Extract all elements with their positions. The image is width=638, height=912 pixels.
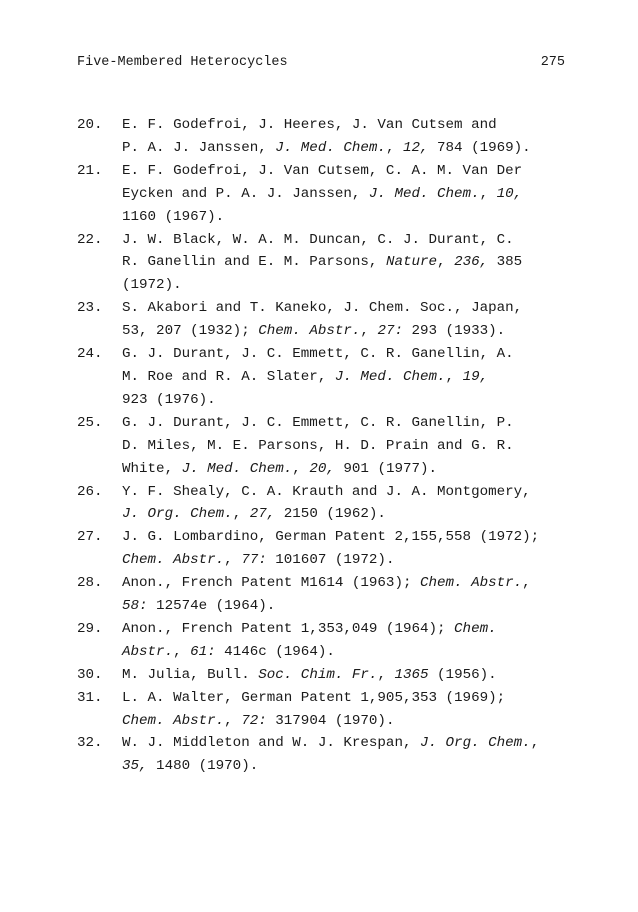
reference-entry <box>77 732 587 778</box>
page-number: 275 <box>540 55 565 70</box>
reference-line: Chem. Abstr., 77: 101607 (1972). <box>122 552 395 569</box>
reference-number: 23. <box>77 300 103 317</box>
reference-line: W. J. Middleton and W. J. Krespan, J. Org. Chem., <box>122 735 540 752</box>
reference-line: 58: 12574e (1964). <box>122 598 276 615</box>
reference-entry <box>77 343 587 412</box>
reference-entry <box>77 687 587 733</box>
reference-line: R. Ganellin and E. M. Parsons, Nature, 236, 385 <box>122 254 523 271</box>
reference-line: Chem. Abstr., 72: 317904 (1970). <box>122 712 395 729</box>
reference-number: 21. <box>77 162 103 179</box>
reference-line: J. G. Lombardino, German Patent 2,155,558 (1972); <box>122 529 540 546</box>
reference-line: S. Akabori and T. Kaneko, J. Chem. Soc., Japan, <box>122 300 523 317</box>
reference-number: 32. <box>77 735 103 752</box>
reference-number: 27. <box>77 529 103 546</box>
reference-line: L. A. Walter, German Patent 1,905,353 (1969); <box>122 689 506 706</box>
reference-line: D. Miles, M. E. Parsons, H. D. Prain and G. R. <box>122 437 514 454</box>
reference-line: M. Roe and R. A. Slater, J. Med. Chem., 19, <box>122 368 489 385</box>
reference-line: J. Org. Chem., 27, 2150 (1962). <box>122 506 386 523</box>
reference-line: 35, 1480 (1970). <box>122 758 259 775</box>
reference-entry <box>77 160 587 229</box>
reference-line: Anon., French Patent M1614 (1963); Chem. Abstr., <box>122 575 531 592</box>
reference-number: 31. <box>77 689 103 706</box>
reference-entry <box>77 297 587 343</box>
reference-number: 29. <box>77 620 103 637</box>
reference-line: 53, 207 (1932); Chem. Abstr., 27: 293 (1933). <box>122 323 506 340</box>
reference-number: 24. <box>77 346 103 363</box>
reference-entry <box>77 412 587 481</box>
reference-entry <box>77 572 587 618</box>
reference-number: 28. <box>77 575 103 592</box>
reference-line: (1972). <box>122 277 182 294</box>
reference-entry <box>77 481 587 527</box>
reference-entry <box>77 618 587 664</box>
reference-entry <box>77 114 587 160</box>
reference-entry <box>77 664 587 687</box>
reference-line: 923 (1976). <box>122 391 216 408</box>
reference-number: 25. <box>77 414 103 431</box>
reference-line: Eycken and P. A. J. Janssen, J. Med. Chem., 10, <box>122 185 523 202</box>
running-head <box>77 54 565 72</box>
reference-line: Abstr., 61: 4146c (1964). <box>122 643 335 660</box>
reference-line: 1160 (1967). <box>122 208 225 225</box>
reference-line: Y. F. Shealy, C. A. Krauth and J. A. Montgomery, <box>122 483 531 500</box>
reference-entry <box>77 526 587 572</box>
reference-line: E. F. Godefroi, J. Van Cutsem, C. A. M. Van Der <box>122 162 523 179</box>
reference-line: Anon., French Patent 1,353,049 (1964); Chem. <box>122 620 497 637</box>
reference-line: P. A. J. Janssen, J. Med. Chem., 12, 784 (1969). <box>122 139 531 156</box>
reference-number: 22. <box>77 231 103 248</box>
reference-number: 20. <box>77 117 103 133</box>
reference-number: 30. <box>77 666 103 683</box>
reference-line: M. Julia, Bull. Soc. Chim. Fr., 1365 (1956). <box>122 666 497 683</box>
reference-line: J. W. Black, W. A. M. Duncan, C. J. Durant, C. <box>122 231 514 248</box>
reference-line: E. F. Godefroi, J. Heeres, J. Van Cutsem and <box>122 117 497 133</box>
reference-list <box>77 114 587 778</box>
reference-entry <box>77 229 587 298</box>
running-head-title: Five-Membered Heterocycles <box>77 55 288 70</box>
reference-line: G. J. Durant, J. C. Emmett, C. R. Ganellin, P. <box>122 414 514 431</box>
reference-number: 26. <box>77 483 103 500</box>
reference-line: G. J. Durant, J. C. Emmett, C. R. Ganellin, A. <box>122 346 514 363</box>
reference-line: White, J. Med. Chem., 20, 901 (1977). <box>122 460 438 477</box>
